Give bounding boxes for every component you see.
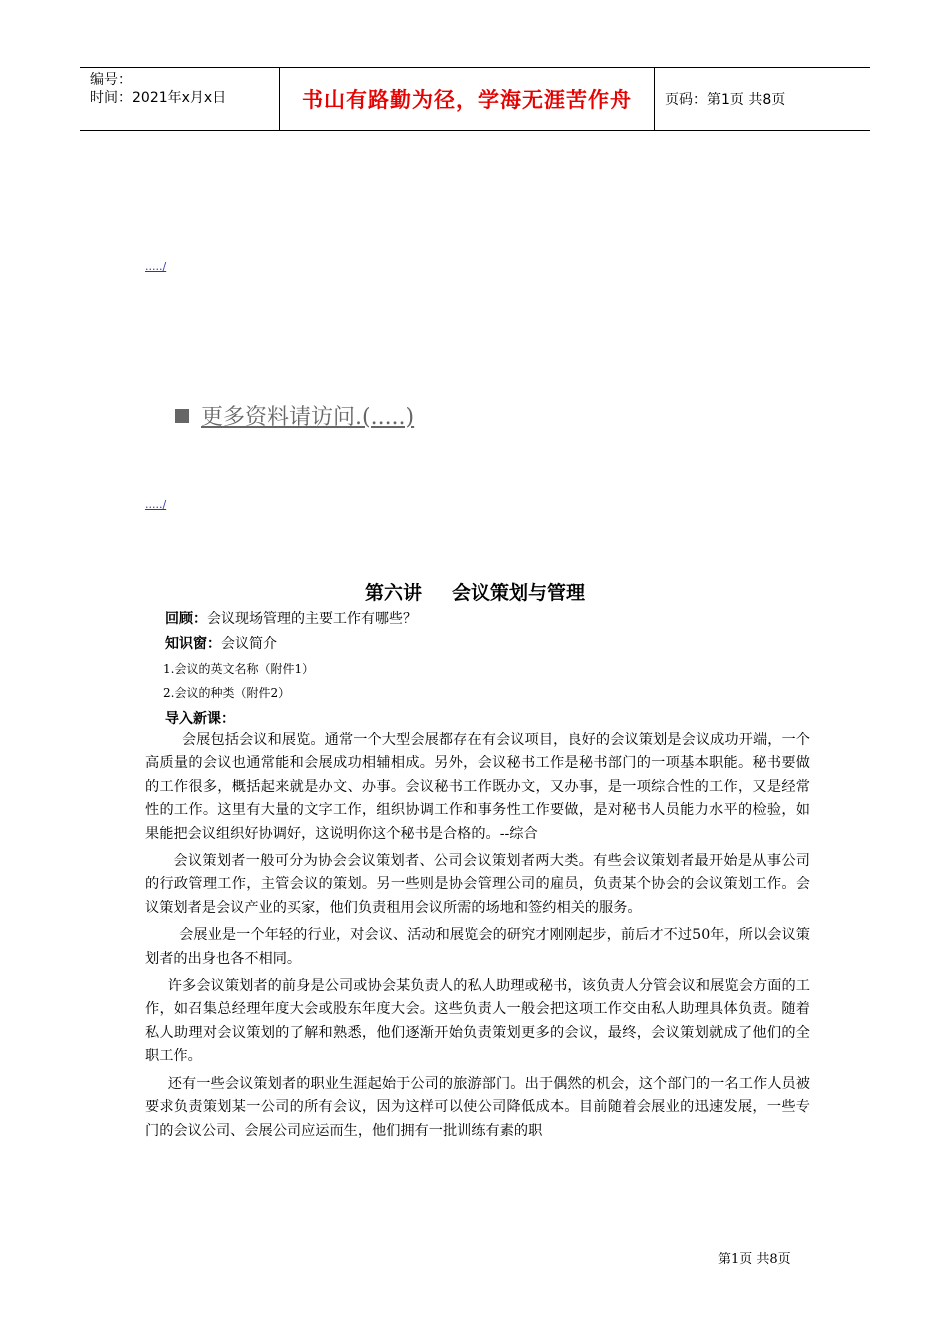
page-title bbox=[0, 578, 950, 605]
review-line bbox=[165, 608, 417, 628]
body-text bbox=[145, 729, 810, 1147]
footer-page: 第1页 共8页 bbox=[718, 1252, 791, 1267]
review-text: 会议现场管理的主要工作有哪些？ bbox=[207, 611, 417, 627]
paragraph: 会展包括会议和展览。通常一个大型会展都存在有会议项目，良好的会议策划是会议成功开端，一个高质量的会议也通常能和会展成功相辅相成。另外，会议秘书工作是秘书部门的一项基本职能。秘书要做的工作很多，概括起来就是办文、办事。会议秘书工作既办文，又办事，是一项综合性的工作，又是经常性的工作。这里有大量的文字工作，组织协调工作和事务性工作要做，是对秘书人员能力水平的检验，如果能把会议组织好协调好，这说明你这个秘书是合格的。--综合 bbox=[145, 732, 810, 842]
knowledge-line bbox=[165, 633, 277, 653]
top-link[interactable]: ...../ bbox=[145, 260, 167, 273]
paragraph: 会议策划者一般可分为协会会议策划者、公司会议策划者两大类。有些会议策划者最开始是从事公司的行政管理工作，主管会议的策划。另一些则是协会管理公司的雇员，负责某个协会的会议策划工作。会议策划者是会议产业的买家，他们负责租用会议所需的场地和签约相关的服务。 bbox=[145, 853, 810, 916]
review-label: 回顾： bbox=[165, 611, 207, 627]
page-header bbox=[80, 67, 870, 131]
intro-label: 导入新课： bbox=[165, 711, 235, 727]
paragraph: 会展业是一个年轻的行业，对会议、活动和展览会的研究才刚刚起步，前后才不过50年，所以会议策划者的出身也各不相同。 bbox=[145, 927, 810, 967]
square-bullet-icon bbox=[175, 409, 189, 423]
paragraph: 许多会议策划者的前身是公司或协会某负责人的私人助理或秘书，该负责人分管会议和展览会方面的工作，如召集总经理年度大会或股东年度大会。这些负责人一般会把这项工作交由私人助理具体负责。随着私人助理对会议策划的了解和熟悉，他们逐渐开始负责策划更多的会议，最终，会议策划就成了他们的全职工作。 bbox=[145, 978, 810, 1065]
bottom-link[interactable]: ...../ bbox=[145, 498, 167, 511]
time-label: 时间：2021年x月x日 bbox=[90, 90, 227, 106]
number-label: 编号： bbox=[90, 72, 132, 88]
list-item: 1.会议的英文名称（附件1） bbox=[163, 662, 315, 676]
knowledge-text: 会议简介 bbox=[221, 636, 277, 652]
knowledge-label: 知识窗： bbox=[165, 636, 221, 652]
paragraph: 还有一些会议策划者的职业生涯起始于公司的旅游部门。出于偶然的机会，这个部门的一名工作人员被要求负责策划某一公司的所有会议，因为这样可以使公司降低成本。目前随着会展业的迅速发展，一些专门的会议公司、会展公司应运而生，他们拥有一批训练有素的职 bbox=[145, 1075, 810, 1139]
more-link[interactable]: 更多资料请访问.(.....) bbox=[201, 405, 415, 430]
more-info bbox=[175, 400, 414, 431]
title-topic: 会议策划与管理 bbox=[452, 582, 586, 604]
header-page-label: 页码：第1页 共8页 bbox=[665, 92, 786, 108]
header-meta bbox=[80, 68, 280, 130]
header-motto: 书山有路勤为径，学海无涯苦作舟 bbox=[280, 68, 655, 130]
title-lecture: 第六讲 bbox=[364, 582, 422, 604]
list-item: 2.会议的种类（附件2） bbox=[163, 686, 291, 700]
